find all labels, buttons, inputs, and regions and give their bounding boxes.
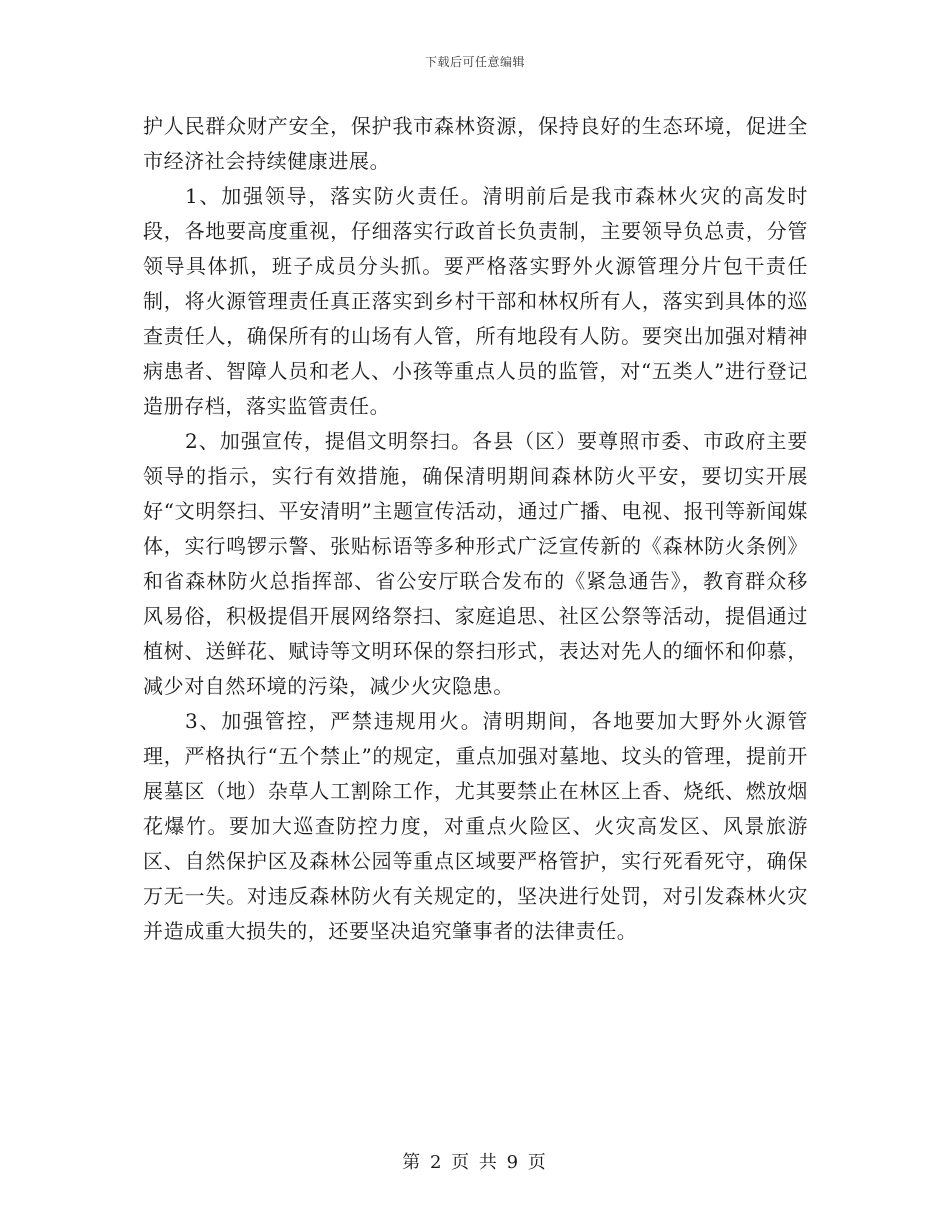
paragraph-leadership: 1、加强领导，落实防火责任。清明前后是我市森林火灾的高发时段，各地要高度重视，仔细落实行政首长负责制，主要领导负总责，分管领导具体抓，班子成员分头抓。要严格落实野外火源管理分片包干责任制，将火源管理责任真正落实到乡村干部和林权所有人，落实到具体的巡查责任人，确保所有的山场有人管，所有地段有人防。要突出加强对精神病患者、智障人员和老人、小孩等重点人员的监管，对“五类人”进行登记造册存档，落实监管责任。 [143, 184, 808, 418]
document-body [143, 109, 808, 949]
download-note: 下载后可任意编辑 [424, 55, 525, 69]
paragraph-publicity: 2、加强宣传，提倡文明祭扫。各县（区）要尊照市委、市政府主要领导的指示，实行有效措施，确保清明期间森林防火平安，要切实开展好“文明祭扫、平安清明”主题宣传活动，通过广播、电视、报刊等新闻媒体，实行鸣锣示警、张贴标语等多种形式广泛宣传新的《森林防火条例》和省森林防火总指挥部、省公安厅联合发布的《紧急通告》，教育群众移风易俗，积极提倡开展网络祭扫、家庭追思、社区公祭等活动，提倡通过植树、送鲜花、赋诗等文明环保的祭扫形式，表达对先人的缅怀和仰慕，减少对自然环境的污染，减少火灾隐患。 [143, 429, 808, 698]
paragraph-control: 3、加强管控，严禁违规用火。清明期间，各地要加大野外火源管理，严格执行“五个禁止”的规定，重点加强对墓地、坟头的管理，提前开展墓区（地）杂草人工割除工作，尤其要禁止在林区上香、烧纸、燃放烟花爆竹。要加大巡查防控力度，对重点火险区、火灾高发区、风景旅游区、自然保护区及森林公园等重点区域要严格管护，实行死看死守，确保万无一失。对违反森林防火有关规定的，坚决进行处罚，对引发森林火灾并造成重大损失的，还要坚决追究肇事者的法律责任。 [143, 709, 808, 943]
paragraph-continuation: 护人民群众财产安全，保护我市森林资源，保持良好的生态环境，促进全市经济社会持续健康进展。 [143, 114, 808, 173]
page-number: 第 2 页 共 9 页 [402, 1152, 548, 1173]
